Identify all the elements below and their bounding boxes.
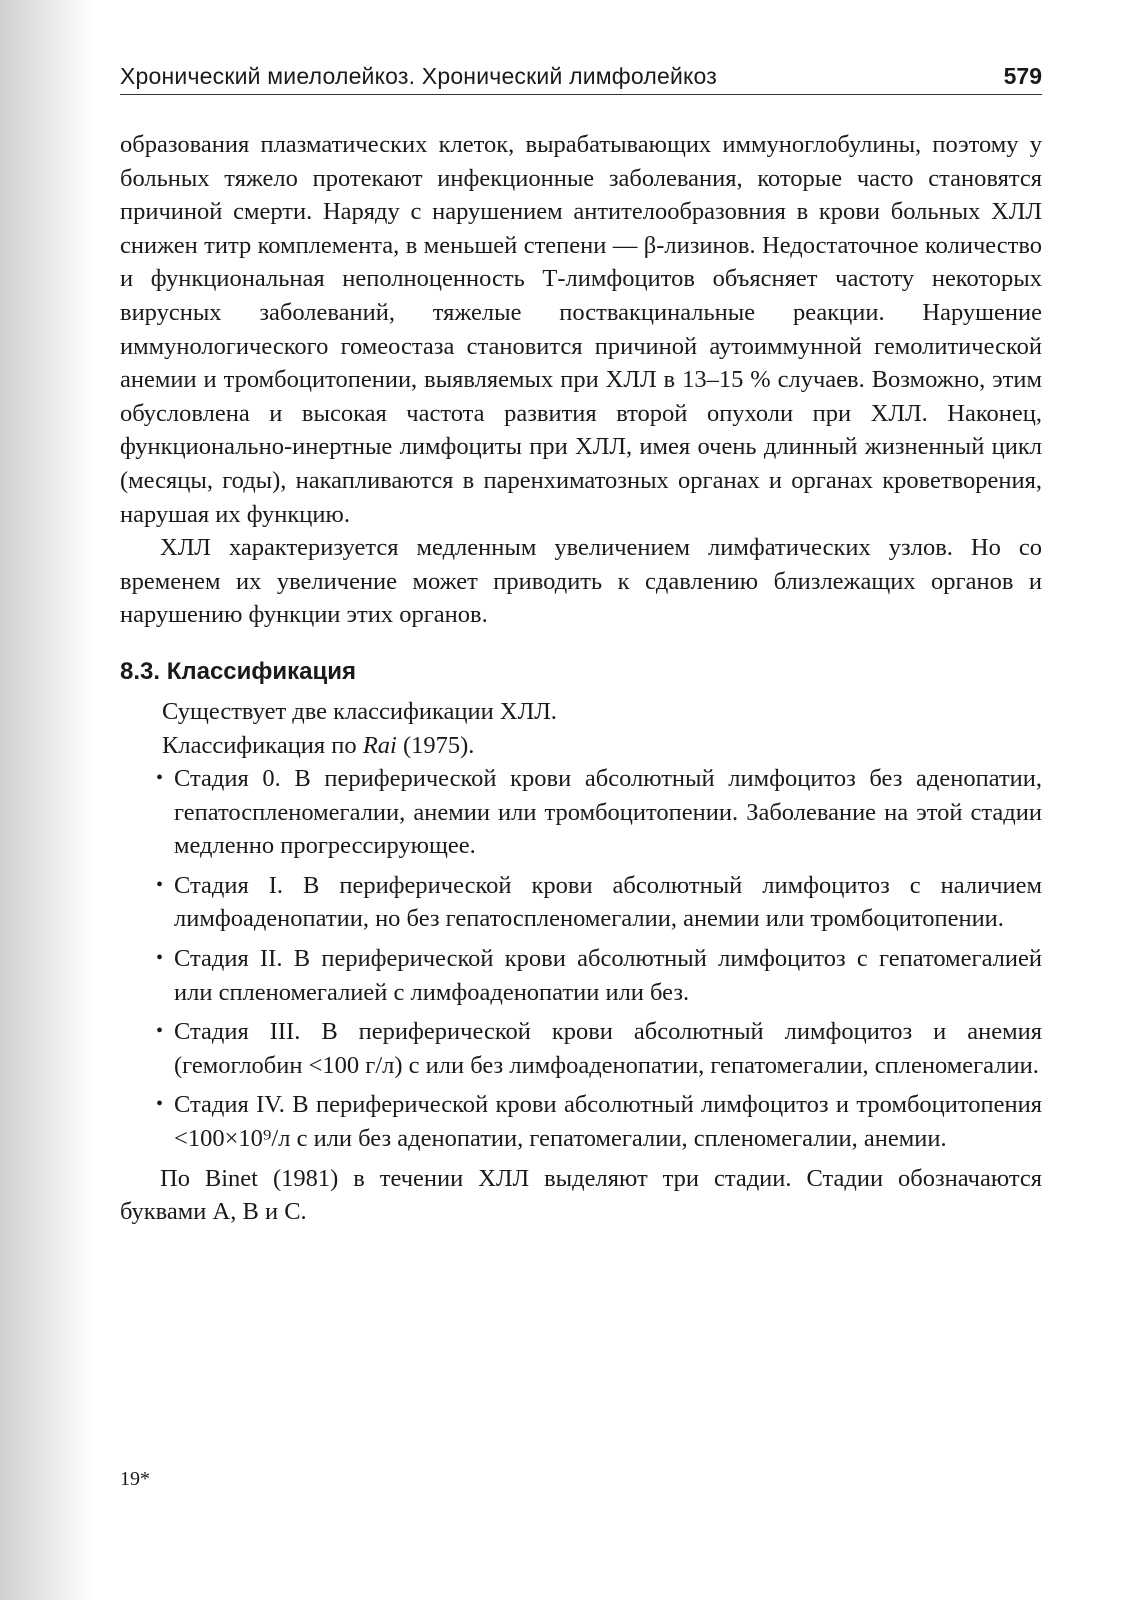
running-title: Хронический миелолейкоз. Хронический лимфолейкоз [120,63,718,89]
bullet-icon: • [156,1093,164,1116]
page-number: 579 [1003,63,1042,89]
list-item-stage-3 [120,1015,1042,1082]
rai-stages-list [120,762,1042,1156]
stage-text: Стадия II. В периферической крови абсолютный лимфоцитоз с гепатомегалией или спленомегалией с лимфоаденопатии или без. [174,945,1042,1006]
bullet-icon: • [156,1020,164,1043]
binet-paragraph: По Binet (1981) в течении ХЛЛ выделяют три стадии. Стадии обозначаются буквами А, В и С. [120,1164,1042,1226]
rai-year: (1975). [396,731,475,759]
rai-author: Rai [362,731,397,759]
signature-mark: 19* [120,1468,150,1490]
list-item-stage-4 [120,1088,1042,1155]
paragraph-lymph-nodes: ХЛЛ характеризуется медленным увеличением лимфатических узлов. Но со временем их увеличение может приводить к сдавлению близлежащих органов и нарушению функции этих органов. [120,534,1042,629]
list-item-stage-1 [120,869,1042,936]
running-header [120,60,1042,95]
rai-prefix: Классификация по [162,731,363,759]
section-heading: 8.3. Классификация [120,657,357,685]
stage-text: Стадия I. В периферической крови абсолютный лимфоцитоз с наличием лимфоаденопатии, но без гепатоспленомегалии, анемии или тромбоцитопении. [174,871,1042,933]
list-item-stage-2 [120,942,1042,1009]
page-body [120,128,1042,1229]
classification-intro: Существует две классификации ХЛЛ. [162,697,557,725]
stage-text: Стадия 0. В периферической крови абсолютный лимфоцитоз без аденопатии, гепатоспленомегалии, анемии или тромбоцитопении. Заболевание на этой стадии медленно прогрессирующее. [174,765,1042,860]
bullet-icon: • [156,767,164,790]
bullet-icon: • [156,873,164,896]
rai-classification-line [120,729,1042,763]
stage-text: Стадия IV. В периферической крови абсолютный лимфоцитоз и тромбоцитопения <100×10⁹/л с или без аденопатии, гепатомегалии, спленомегалии, анемии. [174,1091,1042,1153]
paragraph-immunity: образования плазматических клеток, вырабатывающих иммуноглобулины, поэтому у больных тяжело протекают инфекционные заболевания, которые часто становятся причиной смерти. Наряду с нарушением антителообразовния в крови больных ХЛЛ снижен титр комплемента, в меньшей степени — β-лизинов. Недостаточное количество и функциональная неполноценность Т-лимфоцитов объясняет частоту некоторых вирусных заболеваний, тяжелые поствакцинальные реакции. Нарушение иммунологического гомеостаза становится причиной аутоиммунной гемолитической анемии и тромбоцитопении, выявляемых при ХЛЛ в 13–15 % случаев. Возможно, этим обусловлена и высокая частота развития второй опухоли при ХЛЛ. Наконец, функционально-инертные лимфоциты при ХЛЛ, имея очень длинный жизненный цикл (месяцы, годы), накапливаются в паренхиматозных органах и органах кроветворения, нарушая их функцию. [120,131,1042,528]
stage-text: Стадия III. В периферической крови абсолютный лимфоцитоз и анемия (гемоглобин <100 г/л) с или без лимфоаденопатии, гепатомегалии, спленомегалии. [174,1018,1042,1079]
bullet-icon: • [156,947,164,970]
list-item-stage-0 [120,762,1042,863]
binding-shadow [0,0,95,1600]
